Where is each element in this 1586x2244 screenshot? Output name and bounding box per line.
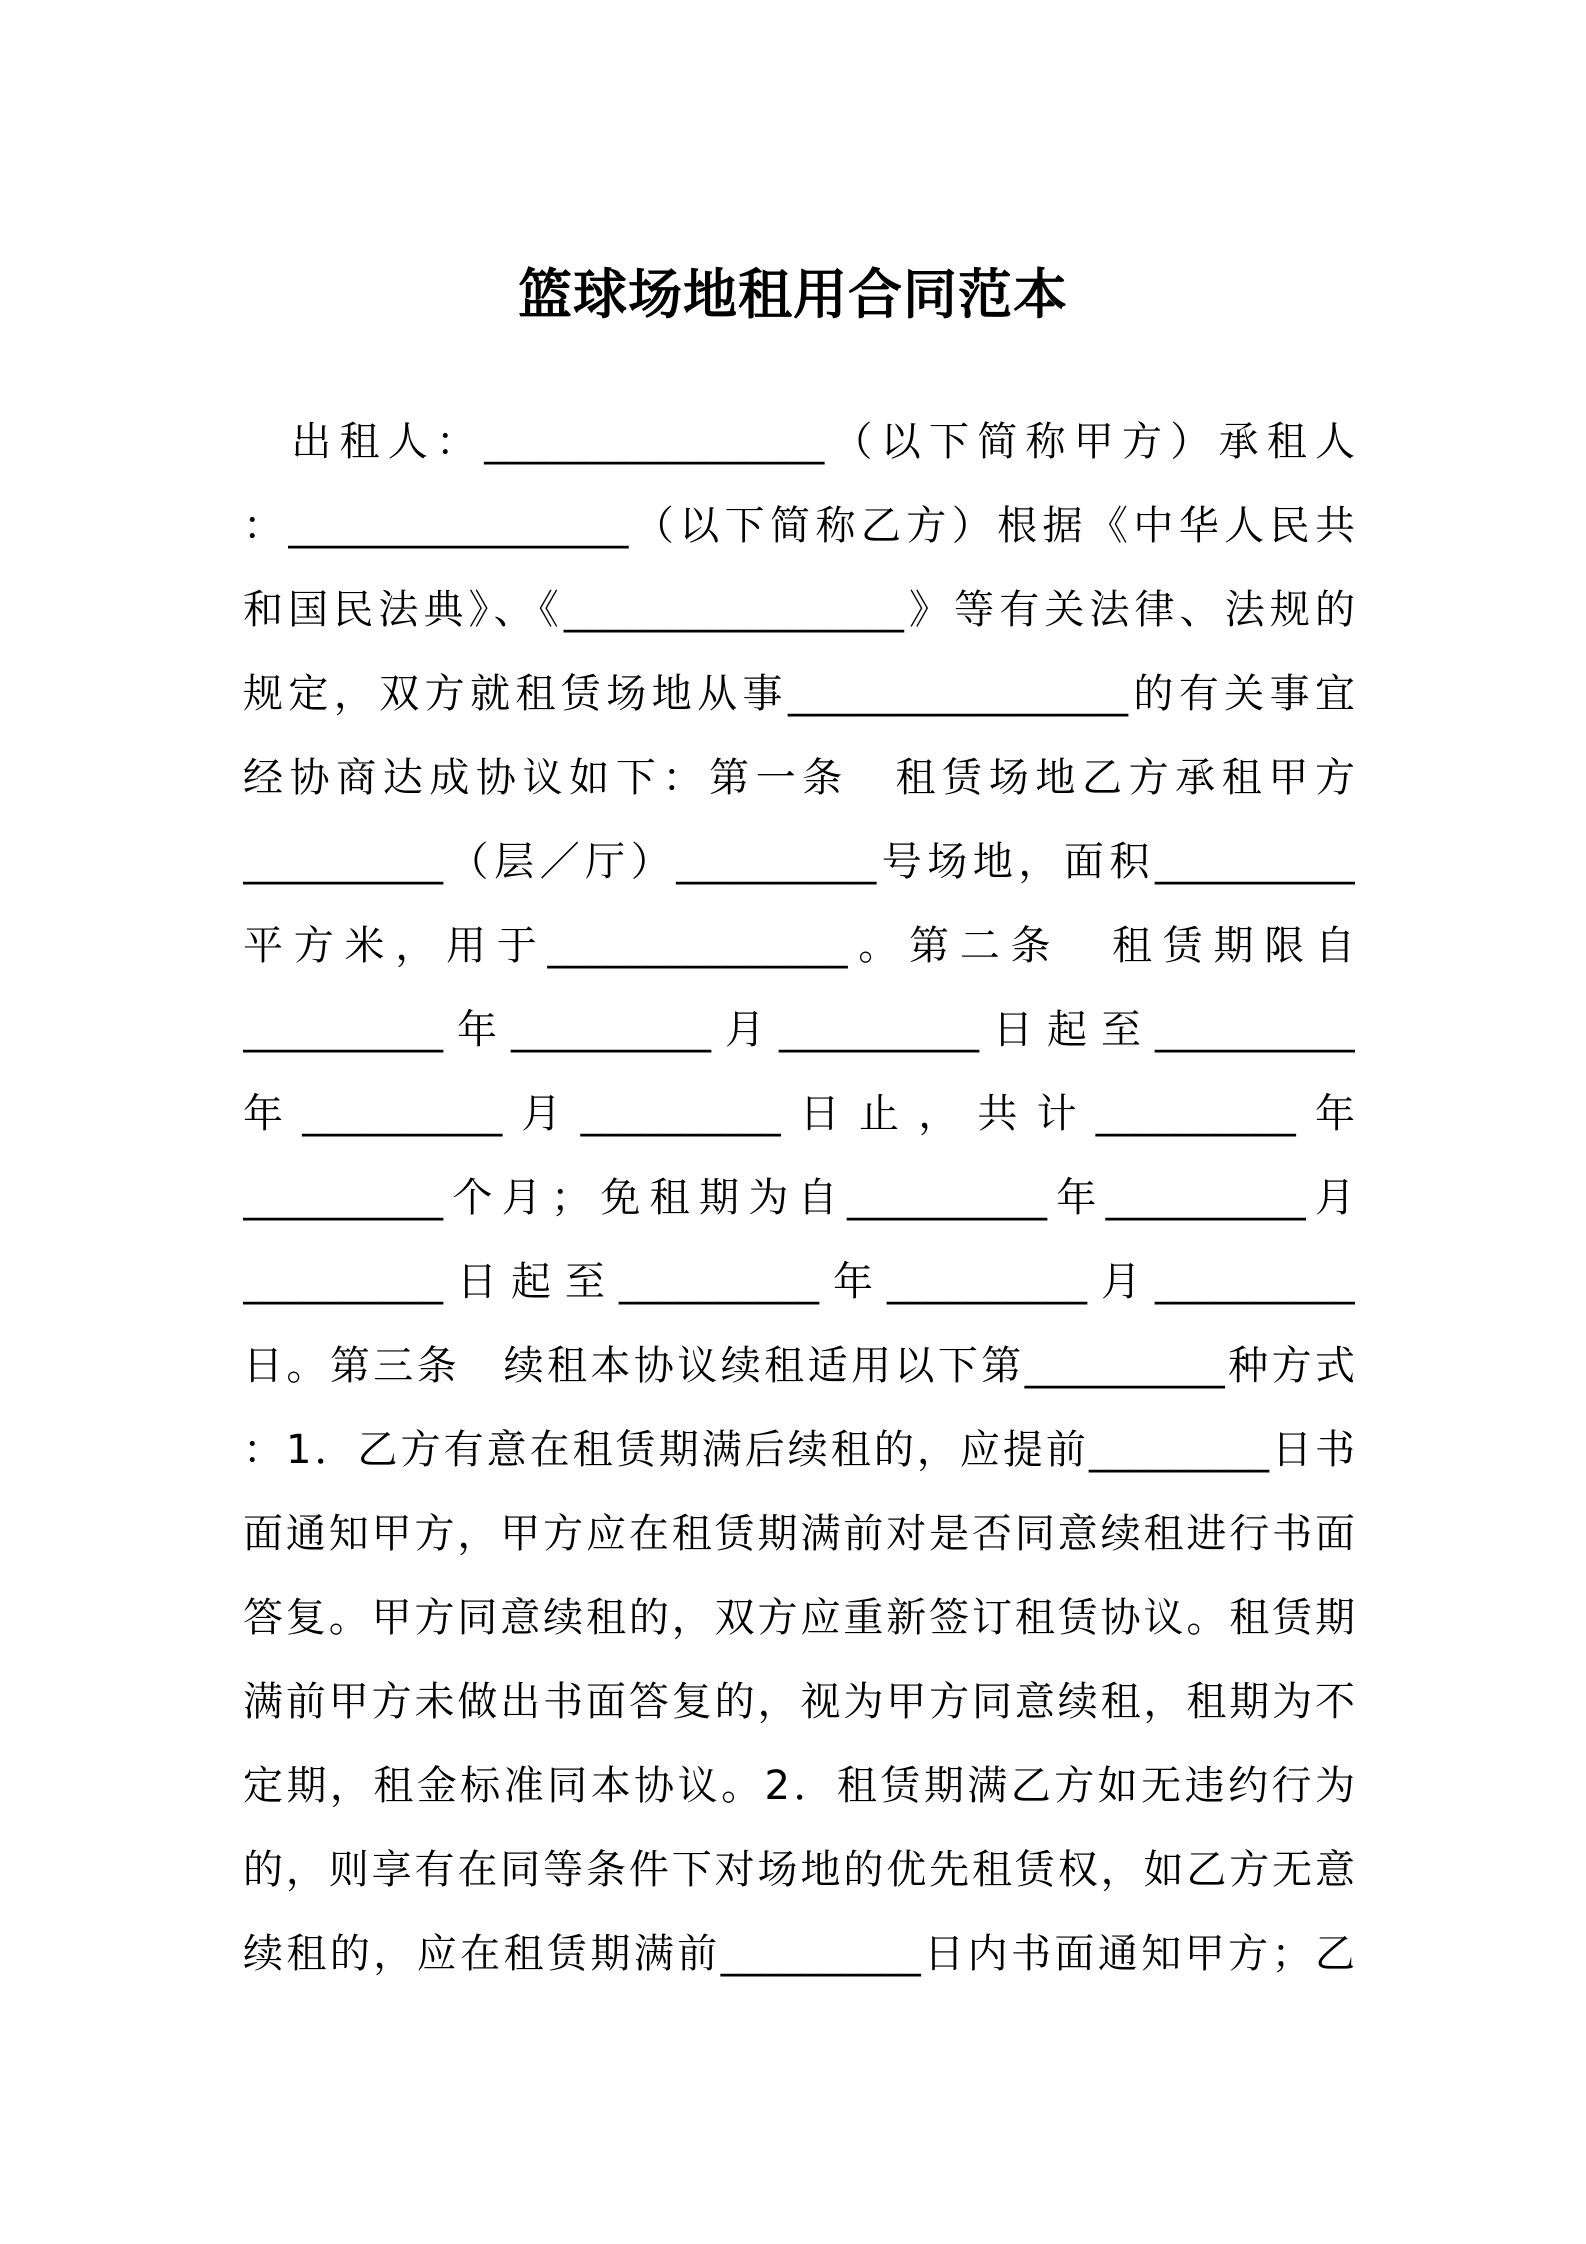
body-line: __________年__________月__________日起至__________	[243, 1007, 1355, 1053]
body-line: ：1．乙方有意在租赁期满后续租的，应提前_________日书	[243, 1427, 1355, 1473]
body-line: 年__________月__________日止，共计__________年	[243, 1091, 1355, 1137]
body-line: 日。第三条 续租本协议续租适用以下第__________种方式	[243, 1343, 1355, 1389]
document-title: 篮球场地租用合同范本	[518, 263, 1068, 326]
body-line: 续租的，应在租赁期满前__________日内书面通知甲方；乙	[243, 1931, 1355, 1977]
body-line: __________个月；免租期为自__________年__________月	[243, 1175, 1355, 1221]
body-line: 规定，双方就租赁场地从事_________________的有关事宜	[243, 671, 1355, 717]
body-line: 平方米，用于_______________。第二条 租赁期限自	[243, 923, 1355, 969]
body-line: 面通知甲方，甲方应在租赁期满前对是否同意续租进行书面	[243, 1511, 1355, 1557]
body-line: 答复。甲方同意续租的，双方应重新签订租赁协议。租赁期	[243, 1595, 1355, 1641]
body-line: 定期，租金标准同本协议。2．租赁期满乙方如无违约行为	[243, 1763, 1355, 1809]
body-line: 的，则享有在同等条件下对场地的优先租赁权，如乙方无意	[243, 1847, 1355, 1893]
body-line: __________（层／厅）__________号场地，面积__________	[243, 839, 1355, 885]
body-line: 出租人：_________________（以下简称甲方）承租人	[243, 419, 1355, 465]
body-line: __________日起至__________年__________月__________	[243, 1259, 1355, 1305]
body-line: 满前甲方未做出书面答复的，视为甲方同意续租，租期为不	[243, 1679, 1355, 1725]
body-line: 经协商达成协议如下：第一条 租赁场地乙方承租甲方	[243, 755, 1355, 801]
body-line: ：_________________（以下简称乙方）根据《中华人民共	[243, 503, 1355, 549]
body-line: 和国民法典》、《_________________》等有关法律、法规的	[243, 587, 1355, 633]
document-body	[243, 400, 1355, 1996]
